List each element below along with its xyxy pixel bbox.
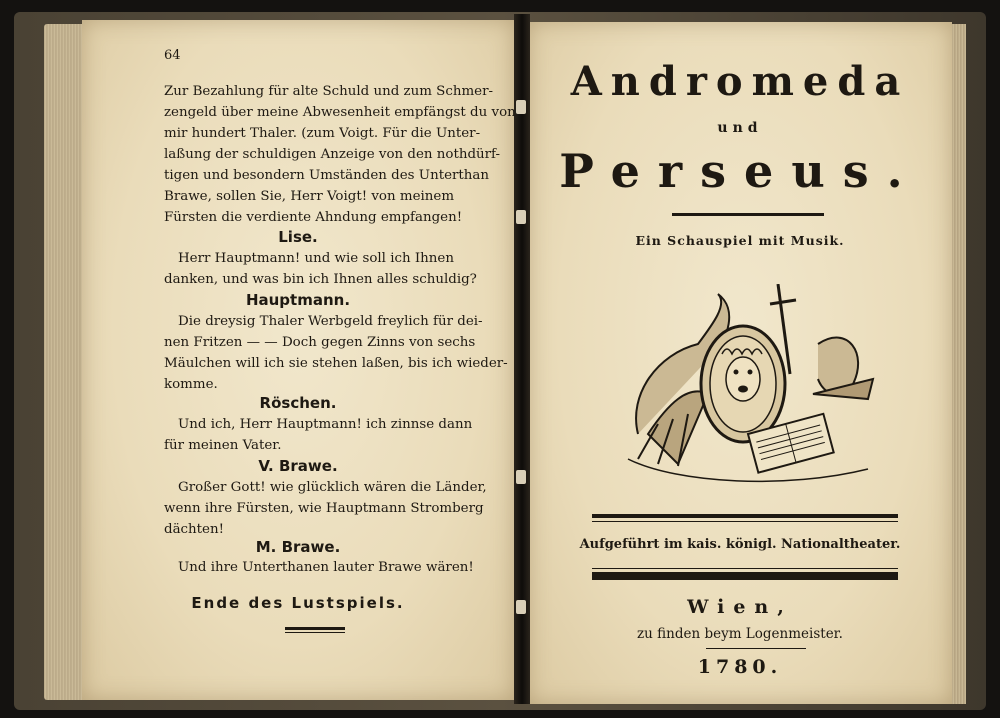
text-line: Und ihre Unterthanen lauter Brawe wären! (178, 560, 474, 575)
rule (592, 568, 898, 569)
subtitle: Ein Schauspiel mit Musik. (635, 233, 845, 248)
publisher: zu finden beym Logenmeister. (637, 626, 843, 642)
title-perseus: Perseus. (559, 144, 921, 198)
rule (592, 514, 898, 518)
speaker-name: Röschen. (259, 394, 337, 412)
rule (592, 521, 898, 522)
end-rule (285, 632, 345, 633)
medusa-shield-dragon-vignette-icon (618, 284, 884, 492)
text-line: für meinen Vater. (164, 438, 282, 453)
text-line: dächten! (164, 522, 224, 537)
page-number: 64 (164, 48, 181, 63)
text-line: Großer Gott! wie glücklich wären die Länder, (178, 480, 487, 495)
end-of-play: Ende des Lustspiels. (191, 594, 405, 612)
text-line: Die dreysig Thaler Werbgeld freylich für dei- (178, 314, 483, 329)
text-line: Fürsten die verdiente Ahndung empfangen! (164, 210, 463, 225)
binding-stitch (516, 100, 526, 114)
text-line: tigen und besondern Umständen des Unterthan (164, 168, 490, 183)
binding-stitch (516, 470, 526, 484)
text-line: nen Fritzen — — Doch gegen Zinns von sechs (164, 335, 476, 350)
text-line: zengeld über meine Abwesenheit empfängst du von (164, 105, 516, 120)
speaker-name: M. Brawe. (255, 538, 341, 556)
title-rule (672, 213, 824, 216)
rule (592, 572, 898, 580)
title-und: und (717, 120, 763, 136)
text-line: Herr Hauptmann! und wie soll ich Ihnen (178, 251, 454, 266)
text-line: Und ich, Herr Hauptmann! ich zinnse dann (178, 417, 473, 432)
text-line: danken, und was bin ich Ihnen alles schuldig? (164, 272, 477, 287)
speaker-name: Hauptmann. (245, 291, 351, 309)
text-line: laßung der schuldigen Anzeige von den nothdürf- (164, 147, 501, 162)
publication-year: 1780. (697, 656, 783, 678)
rule (706, 648, 806, 649)
text-line: mir hundert Thaler. (zum Voigt. Für die Unter- (164, 126, 481, 141)
text-line: komme. (164, 377, 218, 392)
binding-stitch (516, 600, 526, 614)
publication-place: Wien, (687, 596, 793, 618)
speaker-name: V. Brawe. (258, 457, 338, 475)
end-rule (285, 627, 345, 630)
title-andromeda: Andromeda (570, 58, 910, 105)
performance-note: Aufgeführt im kais. königl. Nationaltheater. (579, 537, 901, 552)
binding-stitch (516, 210, 526, 224)
text-line: Mäulchen will ich sie stehen laßen, bis ich wieder- (164, 356, 508, 371)
speaker-name: Lise. (278, 228, 318, 246)
text-line: Brawe, sollen Sie, Herr Voigt! von meinem (164, 189, 455, 204)
text-line: wenn ihre Fürsten, wie Hauptmann Stromberg (164, 501, 484, 516)
text-line: Zur Bezahlung für alte Schuld und zum Schmer- (164, 84, 494, 99)
